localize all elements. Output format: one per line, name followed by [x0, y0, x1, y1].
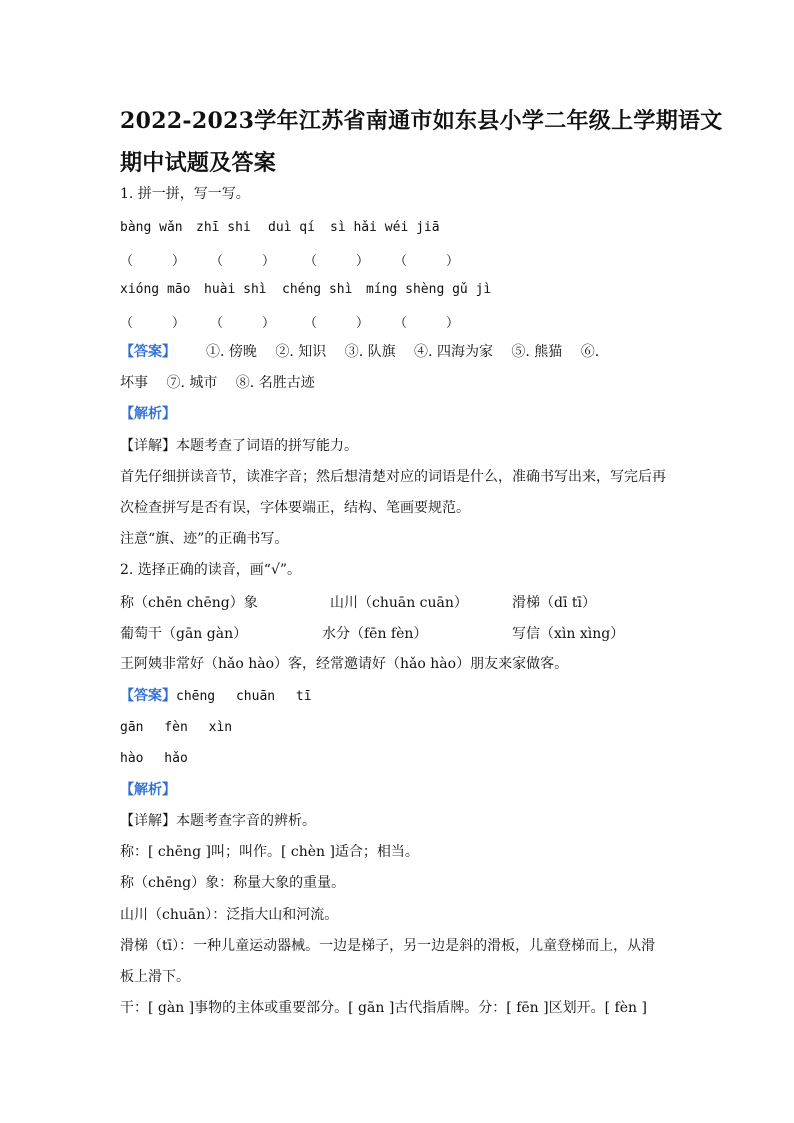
q1-analysis-tag: 【解析】 [120, 406, 176, 422]
document-title-line2: 期中试题及答案 [120, 150, 277, 176]
q1-pinyin-4: sì hǎi wéi jiā [330, 220, 440, 235]
detail-tag: 【详解】 [120, 438, 176, 454]
q2-line-4: 滑梯（tī）：一种儿童运动器械。一边是梯子，另一边是斜的滑板，儿童登梯而上，从滑 [120, 938, 656, 954]
q2-answer-line-3: hào hǎo [120, 751, 188, 766]
q2-heading: 2. 选择正确的读音，画“√”。 [120, 562, 302, 578]
q2-answer-text-1: chēng chuān tī [176, 689, 312, 704]
q2-option-3: 滑梯（dī tī） [512, 595, 596, 611]
q1-paragraph-1: 首先仔细拼读音节，读准字音；然后想清楚对应的词语是什么，准确书写出来，写完后再 [120, 469, 666, 485]
q1-blank-7: （ ） [304, 316, 370, 331]
q1-blank-5: （ ） [120, 316, 186, 331]
q1-pinyin-6: huài shì [204, 282, 267, 297]
q2-detail [120, 811, 316, 831]
q1-paragraph-3: 注意“旗、迹”的正确书写。 [120, 531, 289, 547]
q1-pinyin-8: míng shèng gǔ jì [366, 282, 492, 297]
q2-line-1: 称：[ chēng ]叫；叫作。[ chèn ]适合；相当。 [120, 844, 419, 860]
q2-answer-line-2: gān fèn xìn [120, 720, 233, 735]
q1-pinyin-5: xióng māo [120, 282, 191, 297]
q1-blank-1: （ ） [120, 254, 186, 269]
answer-tag: 【答案】 [120, 344, 176, 360]
q1-pinyin-1: bàng wǎn [120, 220, 183, 235]
q1-heading: 1. 拼一拼，写一写。 [120, 186, 250, 202]
q1-answer-line-1 [120, 342, 599, 362]
q2-option-6: 写信（xìn xìng） [512, 626, 625, 642]
q1-blank-2: （ ） [210, 254, 276, 269]
q2-line-2: 称（chēng）象：称量大象的重量。 [120, 875, 346, 891]
q2-line-6: 干：[ gàn ]事物的主体或重要部分。[ gān ]古代指盾牌。分：[ fēn ]区划开。[ fèn ] [120, 1000, 647, 1016]
q1-pinyin-7: chéng shì [282, 282, 353, 297]
detail-tag: 【详解】 [120, 813, 176, 829]
q1-blank-3: （ ） [304, 254, 370, 269]
q2-option-5: 水分（fēn fèn） [322, 626, 428, 642]
answer-tag: 【答案】 [120, 688, 176, 704]
q1-blank-6: （ ） [210, 316, 276, 331]
q2-option-4: 葡萄干（gān gàn） [120, 626, 248, 642]
q1-detail [120, 436, 358, 456]
q1-answer-text-1: ①. 傍晚 ②. 知识 ③. 队旗 ④. 四海为家 ⑤. 熊猫 ⑥. [206, 344, 600, 360]
q2-line-3: 山川（chuān）：泛指大山和河流。 [120, 907, 339, 923]
q1-answer-line-2: 坏事 ⑦. 城市 ⑧. 名胜古迹 [120, 375, 315, 391]
q1-paragraph-2: 次检查拼写是否有误，字体要端正，结构、笔画要规范。 [120, 500, 470, 516]
q1-detail-text: 本题考查了词语的拼写能力。 [176, 438, 358, 454]
q2-analysis-tag: 【解析】 [120, 782, 176, 798]
q1-blank-8: （ ） [394, 316, 460, 331]
document-title-line1: 2022-2023学年江苏省南通市如东县小学二年级上学期语文 [120, 108, 723, 134]
q2-option-1: 称（chēn chēng）象 [120, 595, 258, 611]
q2-detail-text: 本题考查字音的辨析。 [176, 813, 316, 829]
q1-blank-4: （ ） [394, 254, 460, 269]
q2-option-2: 山川（chuān cuān） [330, 595, 468, 611]
q1-pinyin-3: duì qí [268, 220, 315, 235]
q1-pinyin-2: zhī shi [196, 220, 251, 235]
q2-sentence: 王阿姨非常好（hǎo hào）客，经常邀请好（hǎo hào）朋友来家做客。 [120, 656, 569, 672]
q2-line-5: 板上滑下。 [120, 969, 190, 985]
q2-answer-line-1 [120, 686, 312, 707]
